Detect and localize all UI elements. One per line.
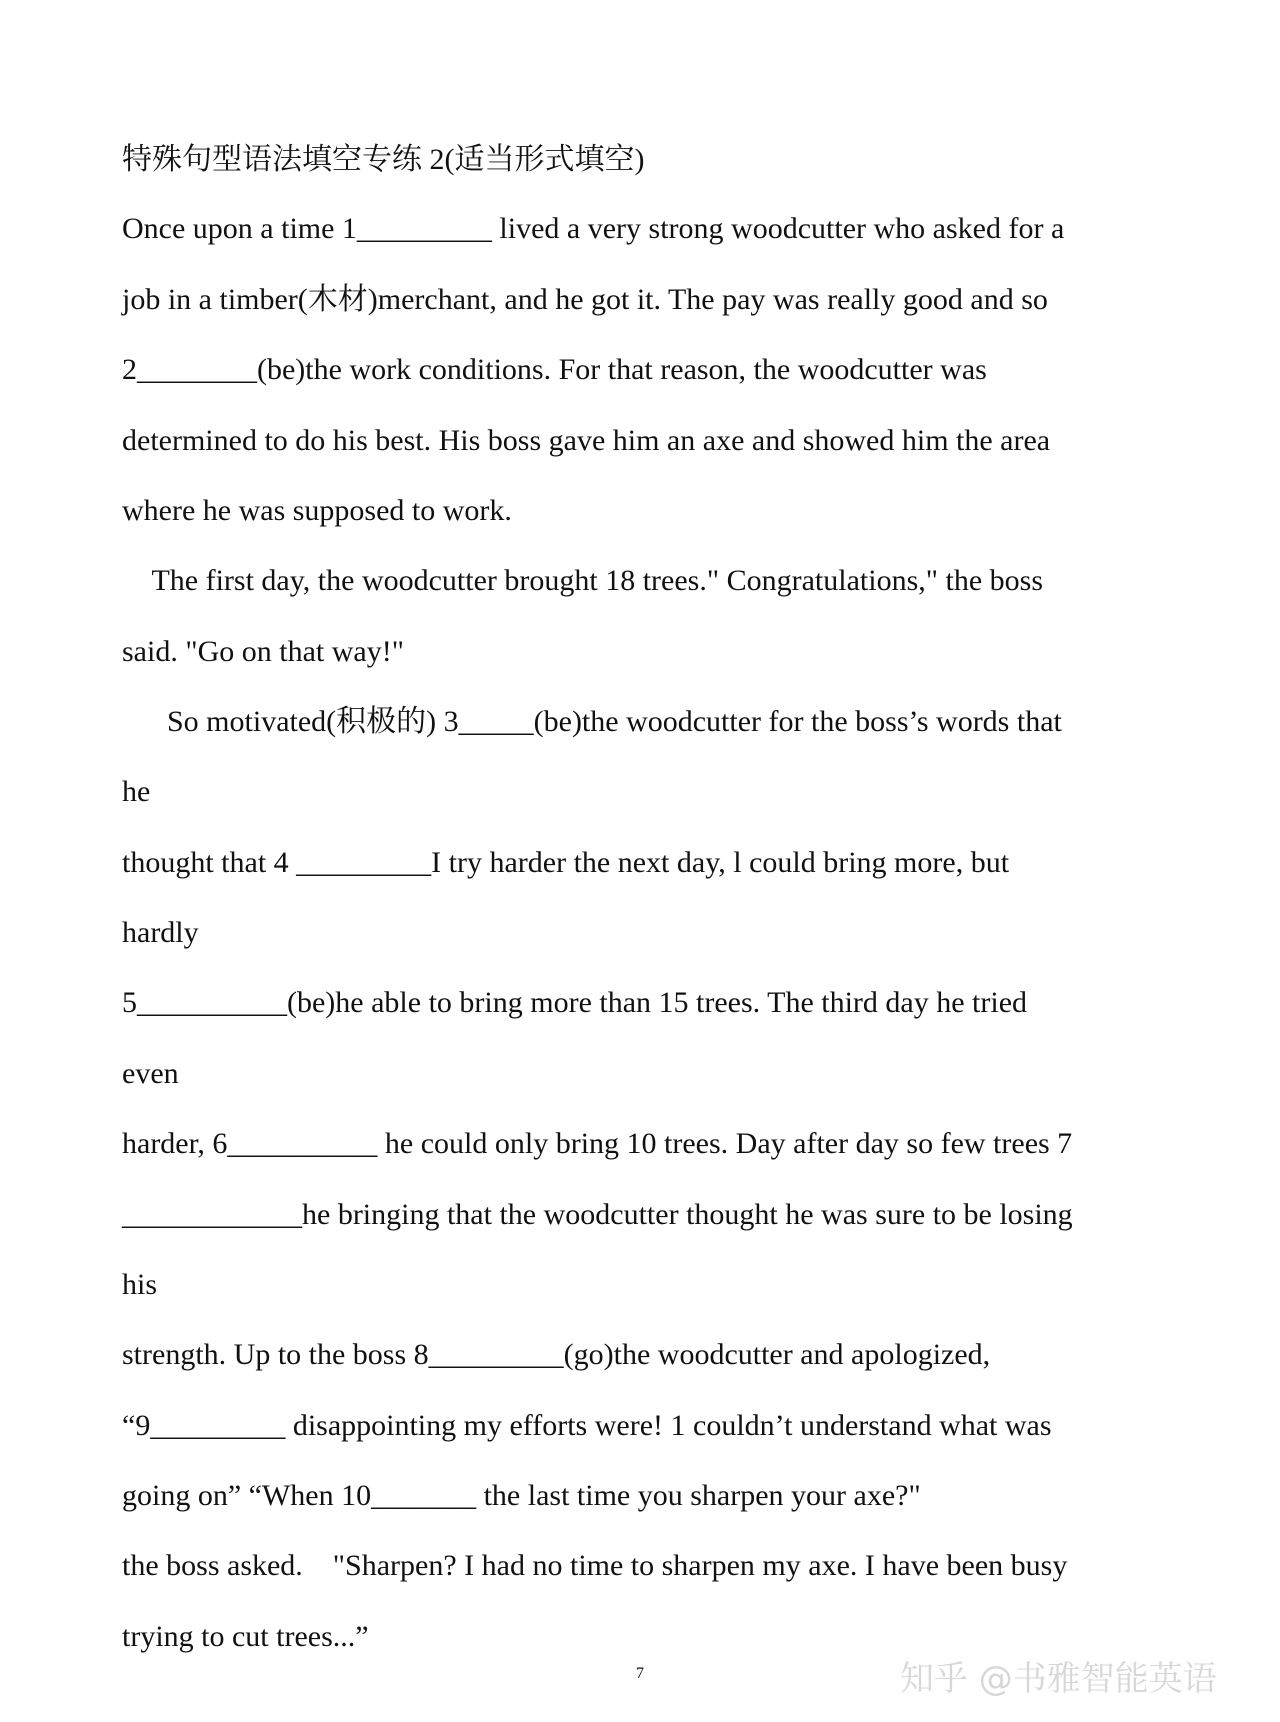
document-title: 特殊句型语法填空专练 2(适当形式填空) <box>122 143 645 176</box>
text-line: 2________(be)the work conditions. For that reason, the woodcutter was <box>122 353 987 386</box>
watermark: 知乎 @书雅智能英语 <box>900 1659 1217 1699</box>
text-line: hardly <box>122 916 199 949</box>
text-line: The first day, the woodcutter brought 18 trees." Congratulations," the boss <box>122 564 1043 597</box>
text-line: his <box>122 1268 158 1301</box>
text-line: 5__________(be)he able to bring more than 15 trees. The third day he tried <box>122 986 1028 1019</box>
text-line: determined to do his best. His boss gave him an axe and showed him the area <box>122 424 1051 457</box>
text-line: ____________he bringing that the woodcutter thought he was sure to be losing <box>122 1198 1073 1231</box>
page-number: 7 <box>636 1665 644 1682</box>
text-line: even <box>122 1057 179 1090</box>
text-line: going on” “When 10_______ the last time you sharpen your axe?" <box>122 1479 921 1512</box>
text-line: trying to cut trees...” <box>122 1620 369 1653</box>
text-line: So motivated(积极的) 3_____(be)the woodcutter for the boss’s words that <box>122 705 1062 738</box>
text-line: the boss asked. "Sharpen? I had no time to sharpen my axe. I have been busy <box>122 1549 1068 1582</box>
text-line: thought that 4 _________I try harder the next day, l could bring more, but <box>122 846 1010 879</box>
text-line: where he was supposed to work. <box>122 494 512 527</box>
text-line: job in a timber(木材)merchant, and he got it. The pay was really good and so <box>122 283 1048 316</box>
text-line: Once upon a time 1_________ lived a very strong woodcutter who asked for a <box>122 212 1065 245</box>
text-line: he <box>122 775 151 808</box>
text-line: “9_________ disappointing my efforts were! 1 couldn’t understand what was <box>122 1409 1052 1442</box>
text-line: harder, 6__________ he could only bring 10 trees. Day after day so few trees 7 <box>122 1127 1073 1160</box>
text-line: strength. Up to the boss 8_________(go)the woodcutter and apologized, <box>122 1338 991 1371</box>
text-line: said. "Go on that way!" <box>122 635 404 668</box>
